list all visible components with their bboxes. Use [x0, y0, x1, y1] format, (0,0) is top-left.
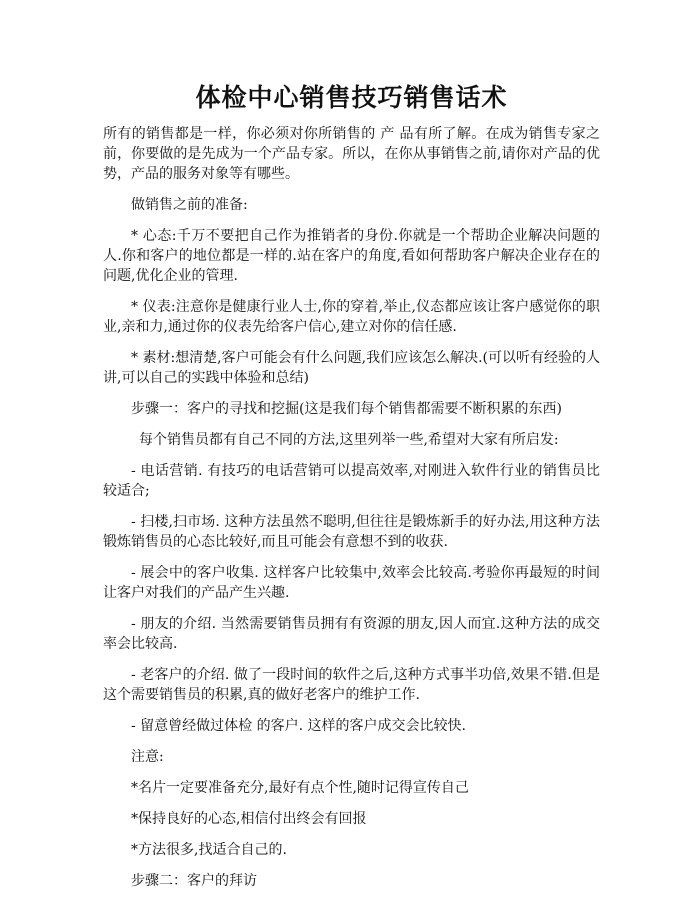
notes-heading: 注意: [131, 749, 164, 765]
method-friends: - 朋友的介绍. 当然需要销售员拥有有资源的朋友,因人而宜.这种方法的成交率会比较高. [103, 616, 600, 652]
method-phone: - 电话营销. 有技巧的电话营销可以提高效率,对刚进入软件行业的销售员比较适合; [103, 463, 600, 499]
note-methods: *方法很多,找适合自己的. [131, 842, 287, 858]
note-mindset: *保持良好的心态,相信付出终会有回报 [131, 811, 367, 827]
intro-paragraph: 所有的销售都是一样，你必须对你所销售的 产 品有所了解。在成为销售专家之前，你要做的是先成为一个产品专家。所以，在你从事销售之前,请你对产品的优势，产品的服务对象等有哪些。 [103, 126, 600, 182]
note-business-card: *名片一定要准备充分,最好有点个性,随时记得宣传自己 [131, 780, 469, 796]
method-exhibition: - 展会中的客户收集. 这样客户比较集中,效率会比较高.考验你再最短的时间让客户对我们的产品产生兴趣. [103, 565, 600, 601]
method-old-clients: - 老客户的介绍. 做了一段时间的软件之后,这种方式事半功倍,效果不错.但是这个需要销售员的积累,真的做好老客户的维护工作. [103, 667, 600, 703]
step-one-intro: 每个销售员都有自己不同的方法,这里列举一些,希望对大家有所启发: [139, 432, 559, 448]
prep-mindset: * 心态:千万不要把自己作为推销者的身份.你就是一个帮助企业解决问题的人.你和客户的地位都是一样的.站在客户的角度,看如何帮助客户解决企业存在的问题,优化企业的管理. [103, 228, 600, 284]
document-title: 体检中心销售技巧销售话术 [195, 83, 508, 112]
prep-materials: * 素材:想清楚,客户可能会有什么问题,我们应该怎么解决.(可以听有经验的人讲,可以自己的实践中体验和总结) [103, 350, 600, 386]
prep-heading: 做销售之前的准备: [131, 197, 248, 213]
step-two-heading: 步骤二：客户的拜访 [131, 873, 257, 889]
step-one-heading: 步骤一：客户的寻找和挖掘(这是我们每个销售都需要不断积累的东西) [131, 401, 562, 417]
method-past-checkup: - 留意曾经做过体检 的客户. 这样的客户成交会比较快. [131, 718, 466, 734]
prep-appearance: * 仪表:注意你是健康行业人士,你的穿着,举止,仪态都应该让客户感觉你的职业,亲和力,通过你的仪表先给客户信心,建立对你的信任感. [103, 299, 600, 335]
method-sweep: - 扫楼,扫市场. 这种方法虽然不聪明,但往往是锻炼新手的好办法,用这种方法锻炼销售员的心态比较好,而且可能会有意想不到的收获. [103, 514, 600, 550]
